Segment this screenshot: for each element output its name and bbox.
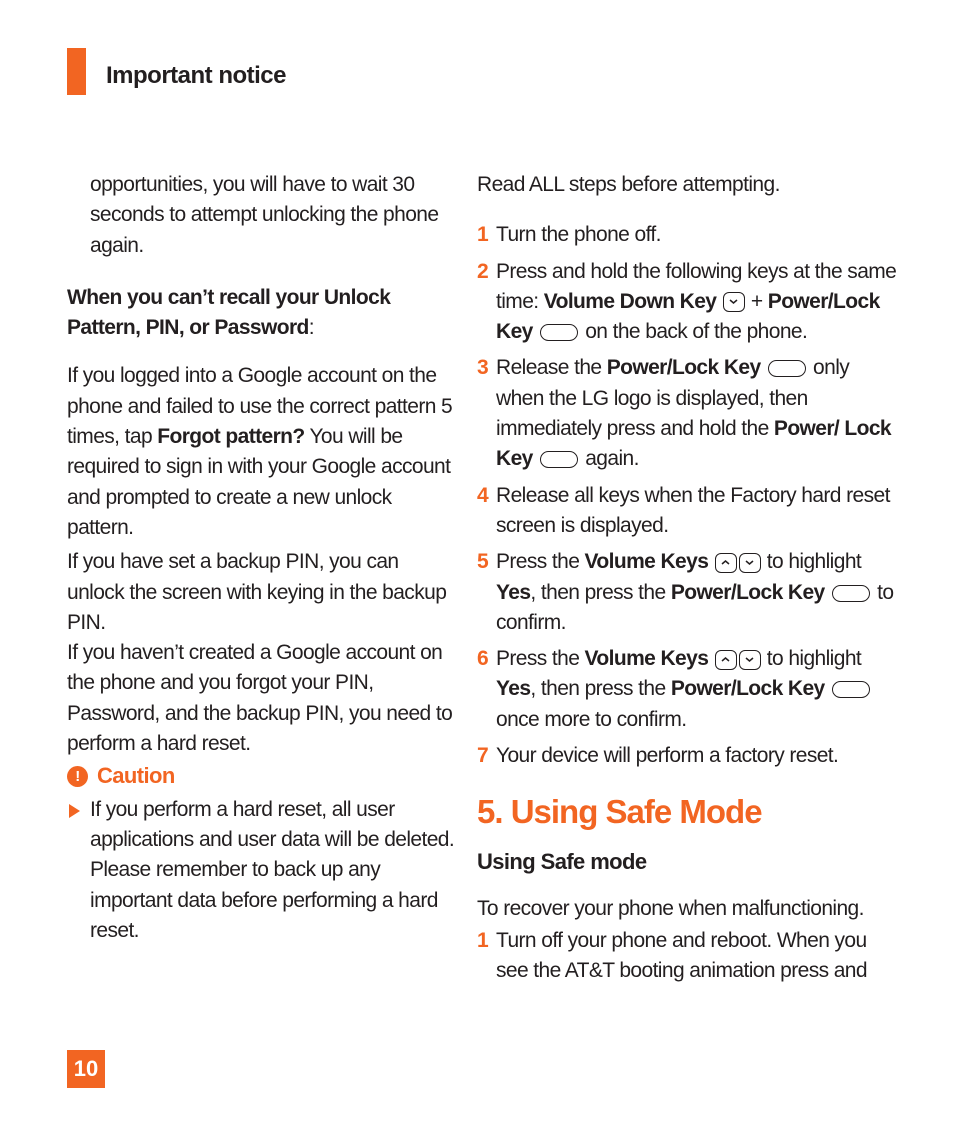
continued-paragraph: opportunities, you will have to wait 30 seconds to attempt unlocking the phone again.: [90, 173, 439, 257]
caution-bullet: If you perform a hard reset, all user applications and user data will be deleted. Please remember to back up any important data before performing a hard reset.: [67, 795, 457, 946]
intro-text: Read ALL steps before attempting.: [477, 173, 780, 196]
backup-pin-paragraph: If you have set a backup PIN, you can unlock the screen with keying in the backup PIN.: [67, 550, 447, 634]
step-1: 1 Turn the phone off.: [477, 223, 661, 247]
volume-down-key-icon: [739, 553, 761, 573]
sub-title: Using Safe mode: [477, 849, 647, 875]
power-key-icon: [540, 324, 578, 341]
volume-up-key-icon: [715, 553, 737, 573]
forgot-pattern-label: Forgot pattern?: [157, 425, 305, 449]
power-key-icon: [832, 681, 870, 698]
step-2: 2 Press and hold the following keys at the same time: Volume Down Key + Power/Lock Key on the back of the phone.: [477, 259, 897, 344]
caution-icon: !: [67, 766, 88, 787]
step-5: 5 Press the Volume Keys to highlight Yes, then press the Power/Lock Key to confirm.: [477, 550, 894, 634]
caution-label: Caution: [97, 763, 175, 789]
power-key-icon: [768, 360, 806, 377]
step-3: 3 Release the Power/Lock Key only when the LG logo is displayed, then immediately press and hold the Power/ Lock Key again.: [477, 356, 892, 471]
right-column: [477, 170, 897, 987]
volume-down-key-icon: [723, 292, 745, 312]
step-7: 7 Your device will perform a factory reset.: [477, 744, 839, 768]
recall-heading: When you can’t recall your Unlock Pattern, PIN, or Password:: [67, 285, 391, 340]
safe-mode-intro: To recover your phone when malfunctioning.: [477, 896, 864, 920]
google-account-paragraph: If you logged into a Google account on the phone and failed to use the correct pattern 5 times, tap Forgot pattern? You will be required to sign in with your Google account and prompted to create a new unlock pattern.: [67, 364, 453, 539]
bullet-arrow-icon: [69, 804, 80, 818]
no-google-paragraph: If you haven’t created a Google account on the phone and you forgot your PIN, Password, and the backup PIN, you need to perform a hard reset.: [67, 641, 453, 756]
volume-down-key-icon: [739, 650, 761, 670]
safe-step-1: 1 Turn off your phone and reboot. When you see the AT&T booting animation press and: [477, 928, 867, 983]
page-number: 10: [67, 1050, 105, 1088]
reset-steps: [477, 220, 897, 771]
section-title: 5. Using Safe Mode: [477, 793, 762, 831]
caution-heading: [67, 761, 457, 791]
power-key-icon: [832, 585, 870, 602]
step-4: 4 Release all keys when the Factory hard reset screen is displayed.: [477, 483, 890, 537]
header-title: Important notice: [106, 62, 287, 89]
header-accent-bar: [67, 48, 86, 95]
left-column: [67, 170, 457, 946]
step-6: 6 Press the Volume Keys to highlight Yes, then press the Power/Lock Key once more to confirm.: [477, 644, 897, 735]
volume-up-key-icon: [715, 650, 737, 670]
power-key-icon: [540, 451, 578, 468]
